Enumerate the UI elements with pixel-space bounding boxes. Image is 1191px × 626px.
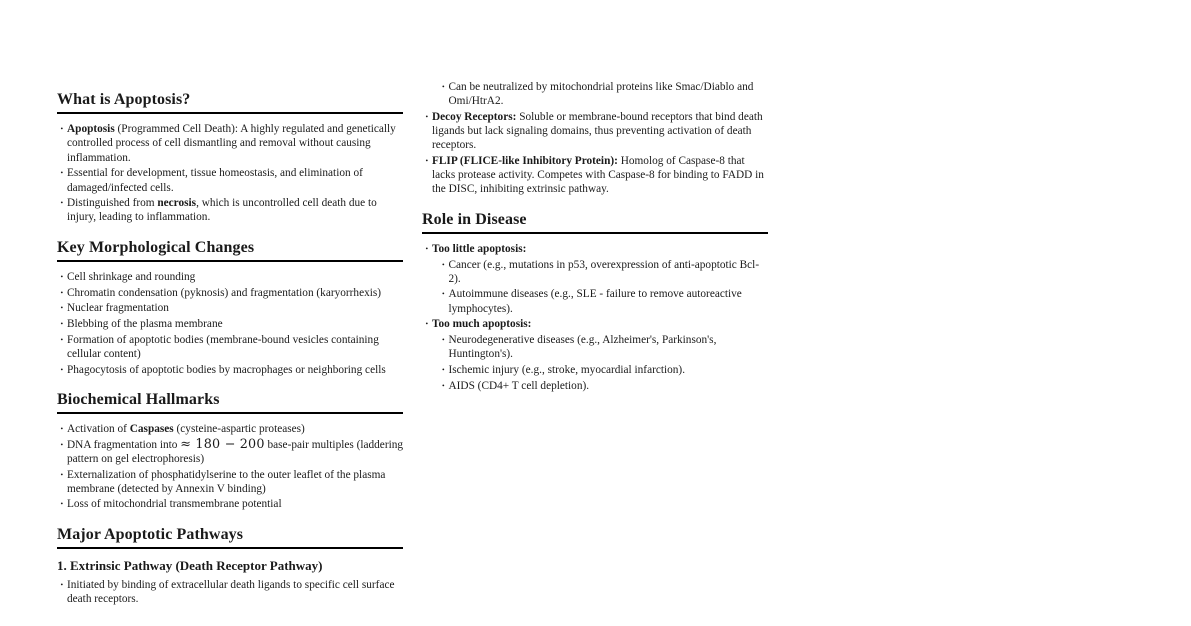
text-segment: Externalization of phosphatidylserine to the outer leaflet of the plasma membrane (detected by Annexin V binding) bbox=[67, 468, 386, 495]
list-item-text bbox=[449, 288, 742, 314]
bold-text: Caspases bbox=[129, 422, 174, 435]
bullet-icon: • bbox=[60, 287, 64, 297]
text-segment: Essential for development, tissue homeostasis, and elimination of damaged/infected cells. bbox=[67, 167, 363, 194]
bullet-icon: • bbox=[60, 364, 64, 374]
bullet-icon: • bbox=[442, 82, 445, 91]
list-item bbox=[422, 110, 768, 153]
bullet-list bbox=[57, 422, 403, 512]
bullet-list bbox=[57, 578, 403, 606]
bullet-icon: • bbox=[442, 364, 445, 374]
list-item-text bbox=[67, 498, 282, 510]
bullet-icon: • bbox=[60, 439, 64, 449]
list-item-text bbox=[67, 334, 379, 360]
list-item-text bbox=[449, 364, 686, 376]
math-expression: ≈ 180 − 200 bbox=[180, 436, 265, 452]
list-item bbox=[57, 196, 403, 224]
list-item-text bbox=[432, 243, 526, 255]
list-item-text bbox=[67, 302, 169, 314]
bullet-icon: • bbox=[60, 124, 64, 134]
text-segment: Initiated by binding of extracellular death ligands to specific cell surface death receptors. bbox=[67, 579, 395, 606]
list-item-text bbox=[449, 380, 590, 392]
bullet-icon: • bbox=[442, 335, 445, 345]
text-segment: Ischemic injury (e.g., stroke, myocardial infarction). bbox=[448, 363, 686, 376]
text-segment: base-pair multiples (laddering pattern on gel electrophoresis) bbox=[67, 438, 404, 465]
section-heading: Key Morphological Changes bbox=[57, 238, 403, 262]
list-item bbox=[439, 258, 769, 286]
list-item bbox=[439, 379, 769, 393]
list-item-text bbox=[67, 436, 404, 465]
bullet-icon: • bbox=[60, 303, 64, 313]
list-item-text bbox=[67, 469, 385, 495]
text-segment: AIDS (CD4+ T cell depletion). bbox=[448, 379, 590, 392]
bullet-icon: • bbox=[60, 423, 64, 433]
list-item bbox=[57, 363, 403, 377]
text-segment: (Programmed Cell Death): A highly regulated and genetically controlled process of cell dismantling and removal without causing inflammation. bbox=[67, 123, 396, 164]
list-item bbox=[57, 422, 403, 436]
bold-text: Too little apoptosis: bbox=[432, 242, 527, 255]
list-item bbox=[57, 301, 403, 315]
bullet-icon: • bbox=[442, 289, 445, 299]
text-segment: Autoimmune diseases (e.g., SLE - failure to remove autoreactive lymphocytes). bbox=[448, 288, 742, 315]
bullet-icon: • bbox=[425, 243, 429, 253]
bold-text: Decoy Receptors: bbox=[432, 110, 517, 123]
bullet-icon: • bbox=[425, 319, 429, 329]
list-item-text bbox=[449, 259, 760, 285]
list-item bbox=[57, 286, 403, 300]
bullet-icon: • bbox=[60, 499, 64, 509]
list-item bbox=[422, 242, 768, 256]
section-heading: Major Apoptotic Pathways bbox=[57, 525, 403, 549]
list-item bbox=[57, 122, 403, 165]
bullet-icon: • bbox=[442, 380, 445, 390]
text-segment: Homolog of Caspase-8 that lacks protease activity. Competes with Caspase-8 for binding to FADD in the DISC, inhibiting extrinsic pathway. bbox=[432, 155, 764, 196]
list-item bbox=[57, 578, 403, 606]
list-item-text bbox=[432, 111, 763, 151]
list-item-text bbox=[67, 197, 377, 223]
bullet-list bbox=[57, 270, 403, 377]
bullet-icon: • bbox=[60, 334, 64, 344]
list-item-text bbox=[67, 271, 195, 283]
bold-text: necrosis bbox=[157, 197, 197, 210]
bullet-list bbox=[422, 80, 768, 197]
section-heading: What is Apoptosis? bbox=[57, 90, 403, 114]
text-segment: Formation of apoptotic bodies (membrane-bound vesicles containing cellular content) bbox=[67, 333, 379, 360]
list-item bbox=[57, 468, 403, 496]
list-item bbox=[422, 154, 768, 197]
list-item-text bbox=[67, 579, 394, 605]
list-item-text bbox=[67, 123, 396, 163]
bullet-icon: • bbox=[425, 111, 429, 121]
document-column-left bbox=[57, 90, 403, 608]
list-item-text bbox=[67, 423, 305, 435]
bullet-icon: • bbox=[442, 259, 445, 269]
list-item-text bbox=[432, 155, 764, 195]
list-item bbox=[439, 80, 769, 108]
text-segment: Chromatin condensation (pyknosis) and fragmentation (karyorrhexis) bbox=[67, 286, 382, 299]
bold-text: Too much apoptosis: bbox=[432, 318, 532, 331]
text-segment: Soluble or membrane-bound receptors that bind death ligands but lack signaling domains, thus preventing activation of death receptors. bbox=[432, 110, 763, 152]
section-heading: Role in Disease bbox=[422, 210, 768, 234]
text-segment: Can be neutralized by mitochondrial proteins like Smac/Diablo and Omi/HtrA2. bbox=[448, 81, 754, 108]
text-segment: Loss of mitochondrial transmembrane potential bbox=[67, 498, 282, 511]
list-item bbox=[57, 333, 403, 361]
bold-text: FLIP (FLICE-like Inhibitory Protein): bbox=[432, 155, 618, 168]
list-item bbox=[57, 166, 403, 194]
list-item-text bbox=[67, 167, 363, 193]
bullet-icon: • bbox=[60, 580, 64, 590]
bullet-icon: • bbox=[60, 271, 64, 281]
list-item bbox=[439, 333, 769, 361]
text-segment: (cysteine-aspartic proteases) bbox=[173, 422, 305, 435]
text-segment: Blebbing of the plasma membrane bbox=[67, 317, 223, 330]
text-segment: Cell shrinkage and rounding bbox=[67, 270, 196, 283]
section-heading: Biochemical Hallmarks bbox=[57, 390, 403, 414]
text-segment: Phagocytosis of apoptotic bodies by macrophages or neighboring cells bbox=[67, 363, 386, 376]
list-item-text bbox=[432, 318, 531, 330]
text-segment: Activation of bbox=[67, 422, 130, 435]
list-item-text bbox=[67, 364, 386, 376]
list-item-text bbox=[449, 81, 754, 107]
list-item-text bbox=[449, 334, 717, 360]
text-segment: Distinguished from bbox=[67, 197, 158, 210]
text-segment: Cancer (e.g., mutations in p53, overexpression of anti-apoptotic Bcl-2). bbox=[448, 258, 760, 285]
list-item-text bbox=[67, 318, 223, 330]
text-segment: Nuclear fragmentation bbox=[67, 302, 169, 315]
list-item bbox=[439, 287, 769, 315]
bullet-list bbox=[422, 242, 768, 393]
bullet-icon: • bbox=[60, 168, 64, 178]
list-item bbox=[57, 317, 403, 331]
list-item bbox=[57, 497, 403, 511]
text-segment: Neurodegenerative diseases (e.g., Alzheimer's, Parkinson's, Huntington's). bbox=[448, 334, 717, 361]
bullet-icon: • bbox=[60, 469, 64, 479]
list-item bbox=[439, 363, 769, 377]
bullet-icon: • bbox=[425, 156, 429, 166]
text-segment: DNA fragmentation into bbox=[67, 438, 181, 451]
document-column-right bbox=[422, 80, 768, 394]
subsection-heading: 1. Extrinsic Pathway (Death Receptor Pathway) bbox=[57, 557, 323, 573]
bullet-icon: • bbox=[60, 318, 64, 328]
bullet-icon: • bbox=[60, 198, 64, 208]
list-item bbox=[57, 438, 403, 466]
text-segment: , which is uncontrolled cell death due to injury, leading to inflammation. bbox=[67, 197, 377, 224]
bullet-list bbox=[57, 122, 403, 224]
list-item bbox=[422, 317, 768, 331]
list-item-text bbox=[67, 287, 381, 299]
list-item bbox=[57, 270, 403, 284]
bold-text: Apoptosis bbox=[67, 123, 115, 136]
